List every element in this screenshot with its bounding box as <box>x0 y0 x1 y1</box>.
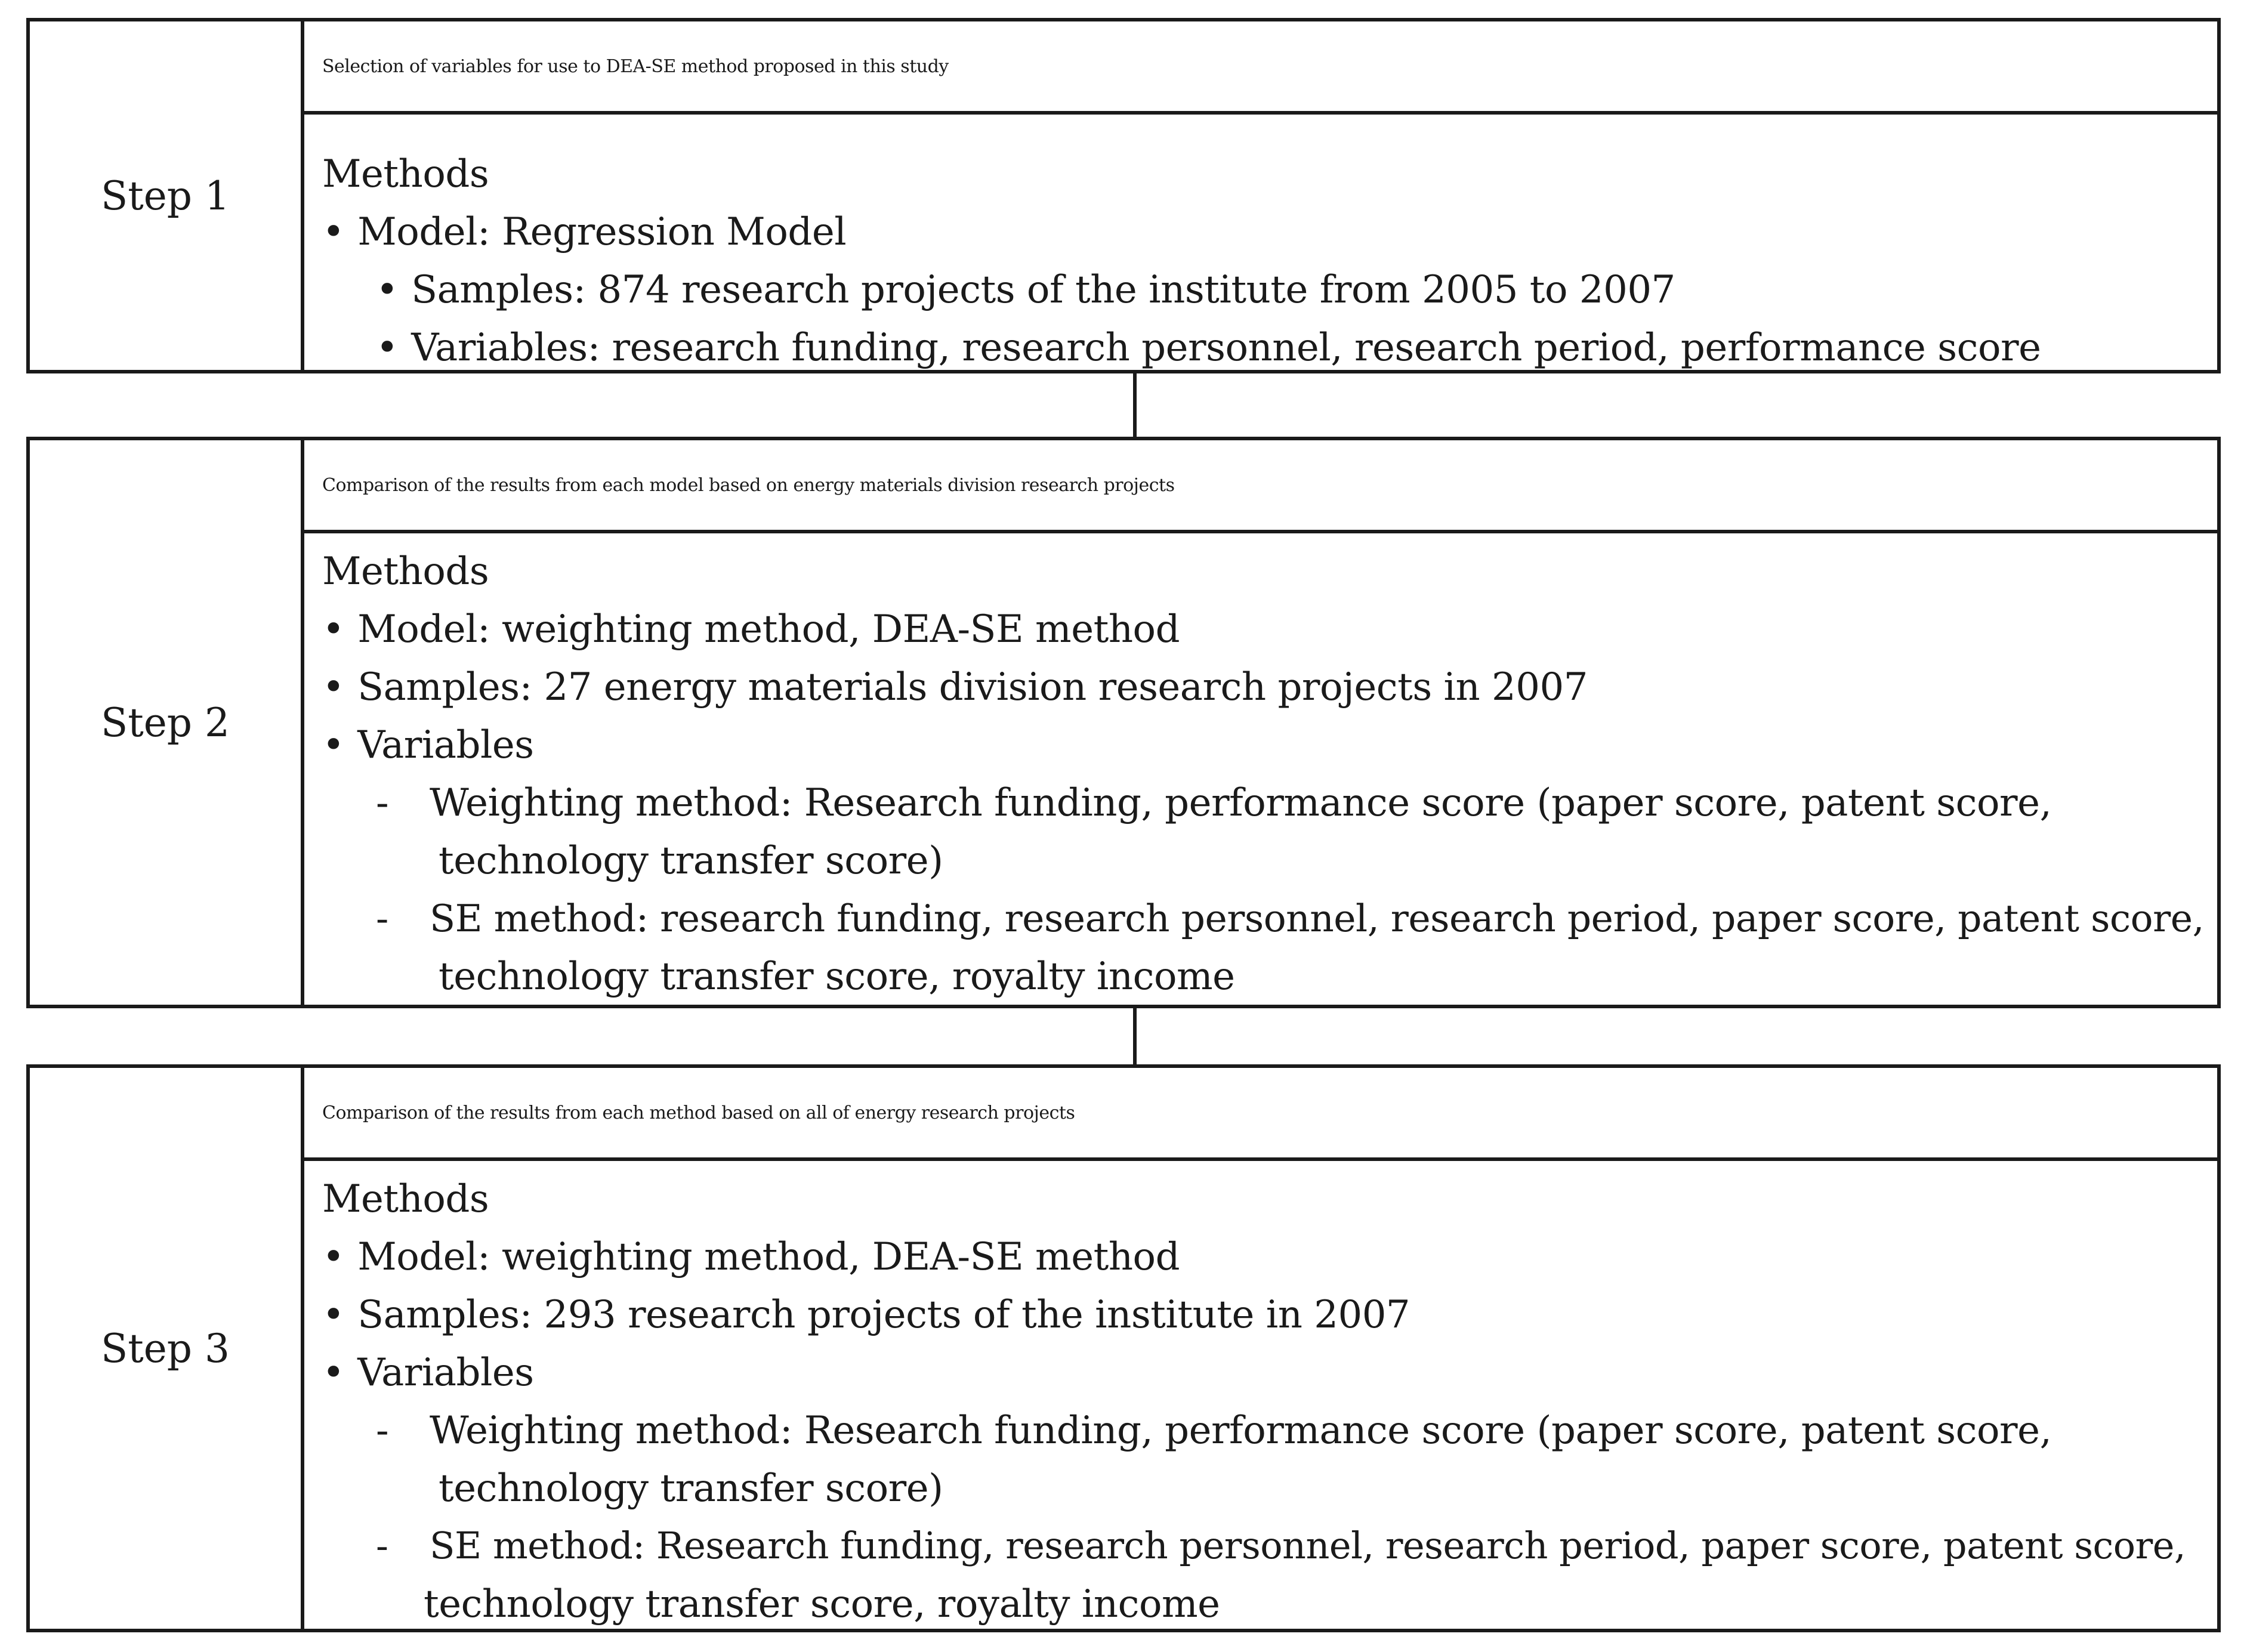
step-2-box <box>26 437 2221 1008</box>
step-3-methods <box>304 1157 2217 1629</box>
step-1-methods <box>304 111 2217 370</box>
step-2-weighting-item <box>376 781 2052 825</box>
step-3-variables-item <box>322 1351 534 1395</box>
bullet-icon: • <box>322 210 345 254</box>
step-1-samples-item <box>376 268 1675 312</box>
step-2-weighting-text: Weighting method: Research funding, performance score (paper score, patent score, <box>430 781 2052 825</box>
step-2-variables-text: Variables <box>357 723 534 767</box>
step-3-se-continuation: technology transfer score, royalty income <box>424 1582 1220 1626</box>
step-1-methods-heading: Methods <box>322 152 489 196</box>
step-2-se-continuation: technology transfer score, royalty income <box>439 955 1235 999</box>
step-3-model-text: Model: weighting method, DEA-SE method <box>357 1235 1180 1279</box>
step-1-variables-item <box>376 326 2041 370</box>
step-1-title: Selection of variables for use to DEA-SE method proposed in this study <box>304 21 2217 115</box>
step-1-variables-text: Variables: research funding, research personnel, research period, performance score <box>411 326 2041 370</box>
step-2-se-item <box>376 897 2205 940</box>
step-2-label: Step 2 <box>30 440 304 1005</box>
step-3-methods-heading: Methods <box>322 1177 489 1221</box>
bullet-icon: • <box>322 1293 345 1337</box>
step-3-se-item <box>376 1524 2186 1567</box>
step-3-variables-text: Variables <box>357 1351 534 1395</box>
step-2-methods <box>304 530 2217 1005</box>
step-3-body <box>304 1068 2217 1629</box>
step-3-label: Step 3 <box>30 1068 304 1629</box>
step-3-model-item <box>322 1235 1180 1279</box>
step-3-samples-text: Samples: 293 research projects of the institute in 2007 <box>357 1293 1410 1337</box>
bullet-icon: • <box>322 1351 345 1395</box>
step-3-weighting-text: Weighting method: Research funding, performance score (paper score, patent score, <box>430 1409 2052 1453</box>
step-3-samples-item <box>322 1293 1410 1337</box>
connector-1-2 <box>1133 373 1137 438</box>
step-3-box <box>26 1064 2221 1632</box>
dash-icon: - <box>376 1409 389 1453</box>
connector-2-3 <box>1133 1008 1137 1066</box>
step-2-methods-heading: Methods <box>322 549 489 594</box>
bullet-icon: • <box>376 326 399 370</box>
step-2-body <box>304 440 2217 1005</box>
step-2-samples-text: Samples: 27 energy materials division research projects in 2007 <box>357 665 1588 709</box>
step-2-title: Comparison of the results from each model based on energy materials division research projects <box>304 440 2217 533</box>
bullet-icon: • <box>322 607 345 651</box>
step-1-samples-text: Samples: 874 research projects of the institute from 2005 to 2007 <box>411 268 1675 312</box>
step-1-model-text: Model: Regression Model <box>357 210 847 254</box>
dash-icon: - <box>376 1524 388 1567</box>
dash-icon: - <box>376 781 389 825</box>
step-1-model-item <box>322 210 847 254</box>
step-2-samples-item <box>322 665 1588 709</box>
step-1-box <box>26 18 2221 373</box>
step-2-model-item <box>322 607 1180 651</box>
step-3-se-text: SE method: Research funding, research personnel, research period, paper score, patent score, <box>430 1524 2186 1567</box>
step-3-weighting-continuation: technology transfer score) <box>439 1466 943 1511</box>
bullet-icon: • <box>376 268 399 312</box>
dash-icon: - <box>376 897 388 940</box>
step-1-body <box>304 21 2217 370</box>
bullet-icon: • <box>322 665 345 709</box>
step-3-title: Comparison of the results from each method based on all of energy research projects <box>304 1068 2217 1161</box>
step-1-label: Step 1 <box>30 21 304 370</box>
step-3-weighting-item <box>376 1409 2052 1453</box>
step-2-se-text: SE method: research funding, research personnel, research period, paper score, patent score, <box>430 897 2205 940</box>
bullet-icon: • <box>322 723 345 767</box>
step-2-weighting-continuation: technology transfer score) <box>439 839 943 883</box>
step-2-model-text: Model: weighting method, DEA-SE method <box>357 607 1180 651</box>
step-2-variables-item <box>322 723 534 767</box>
bullet-icon: • <box>322 1235 345 1279</box>
